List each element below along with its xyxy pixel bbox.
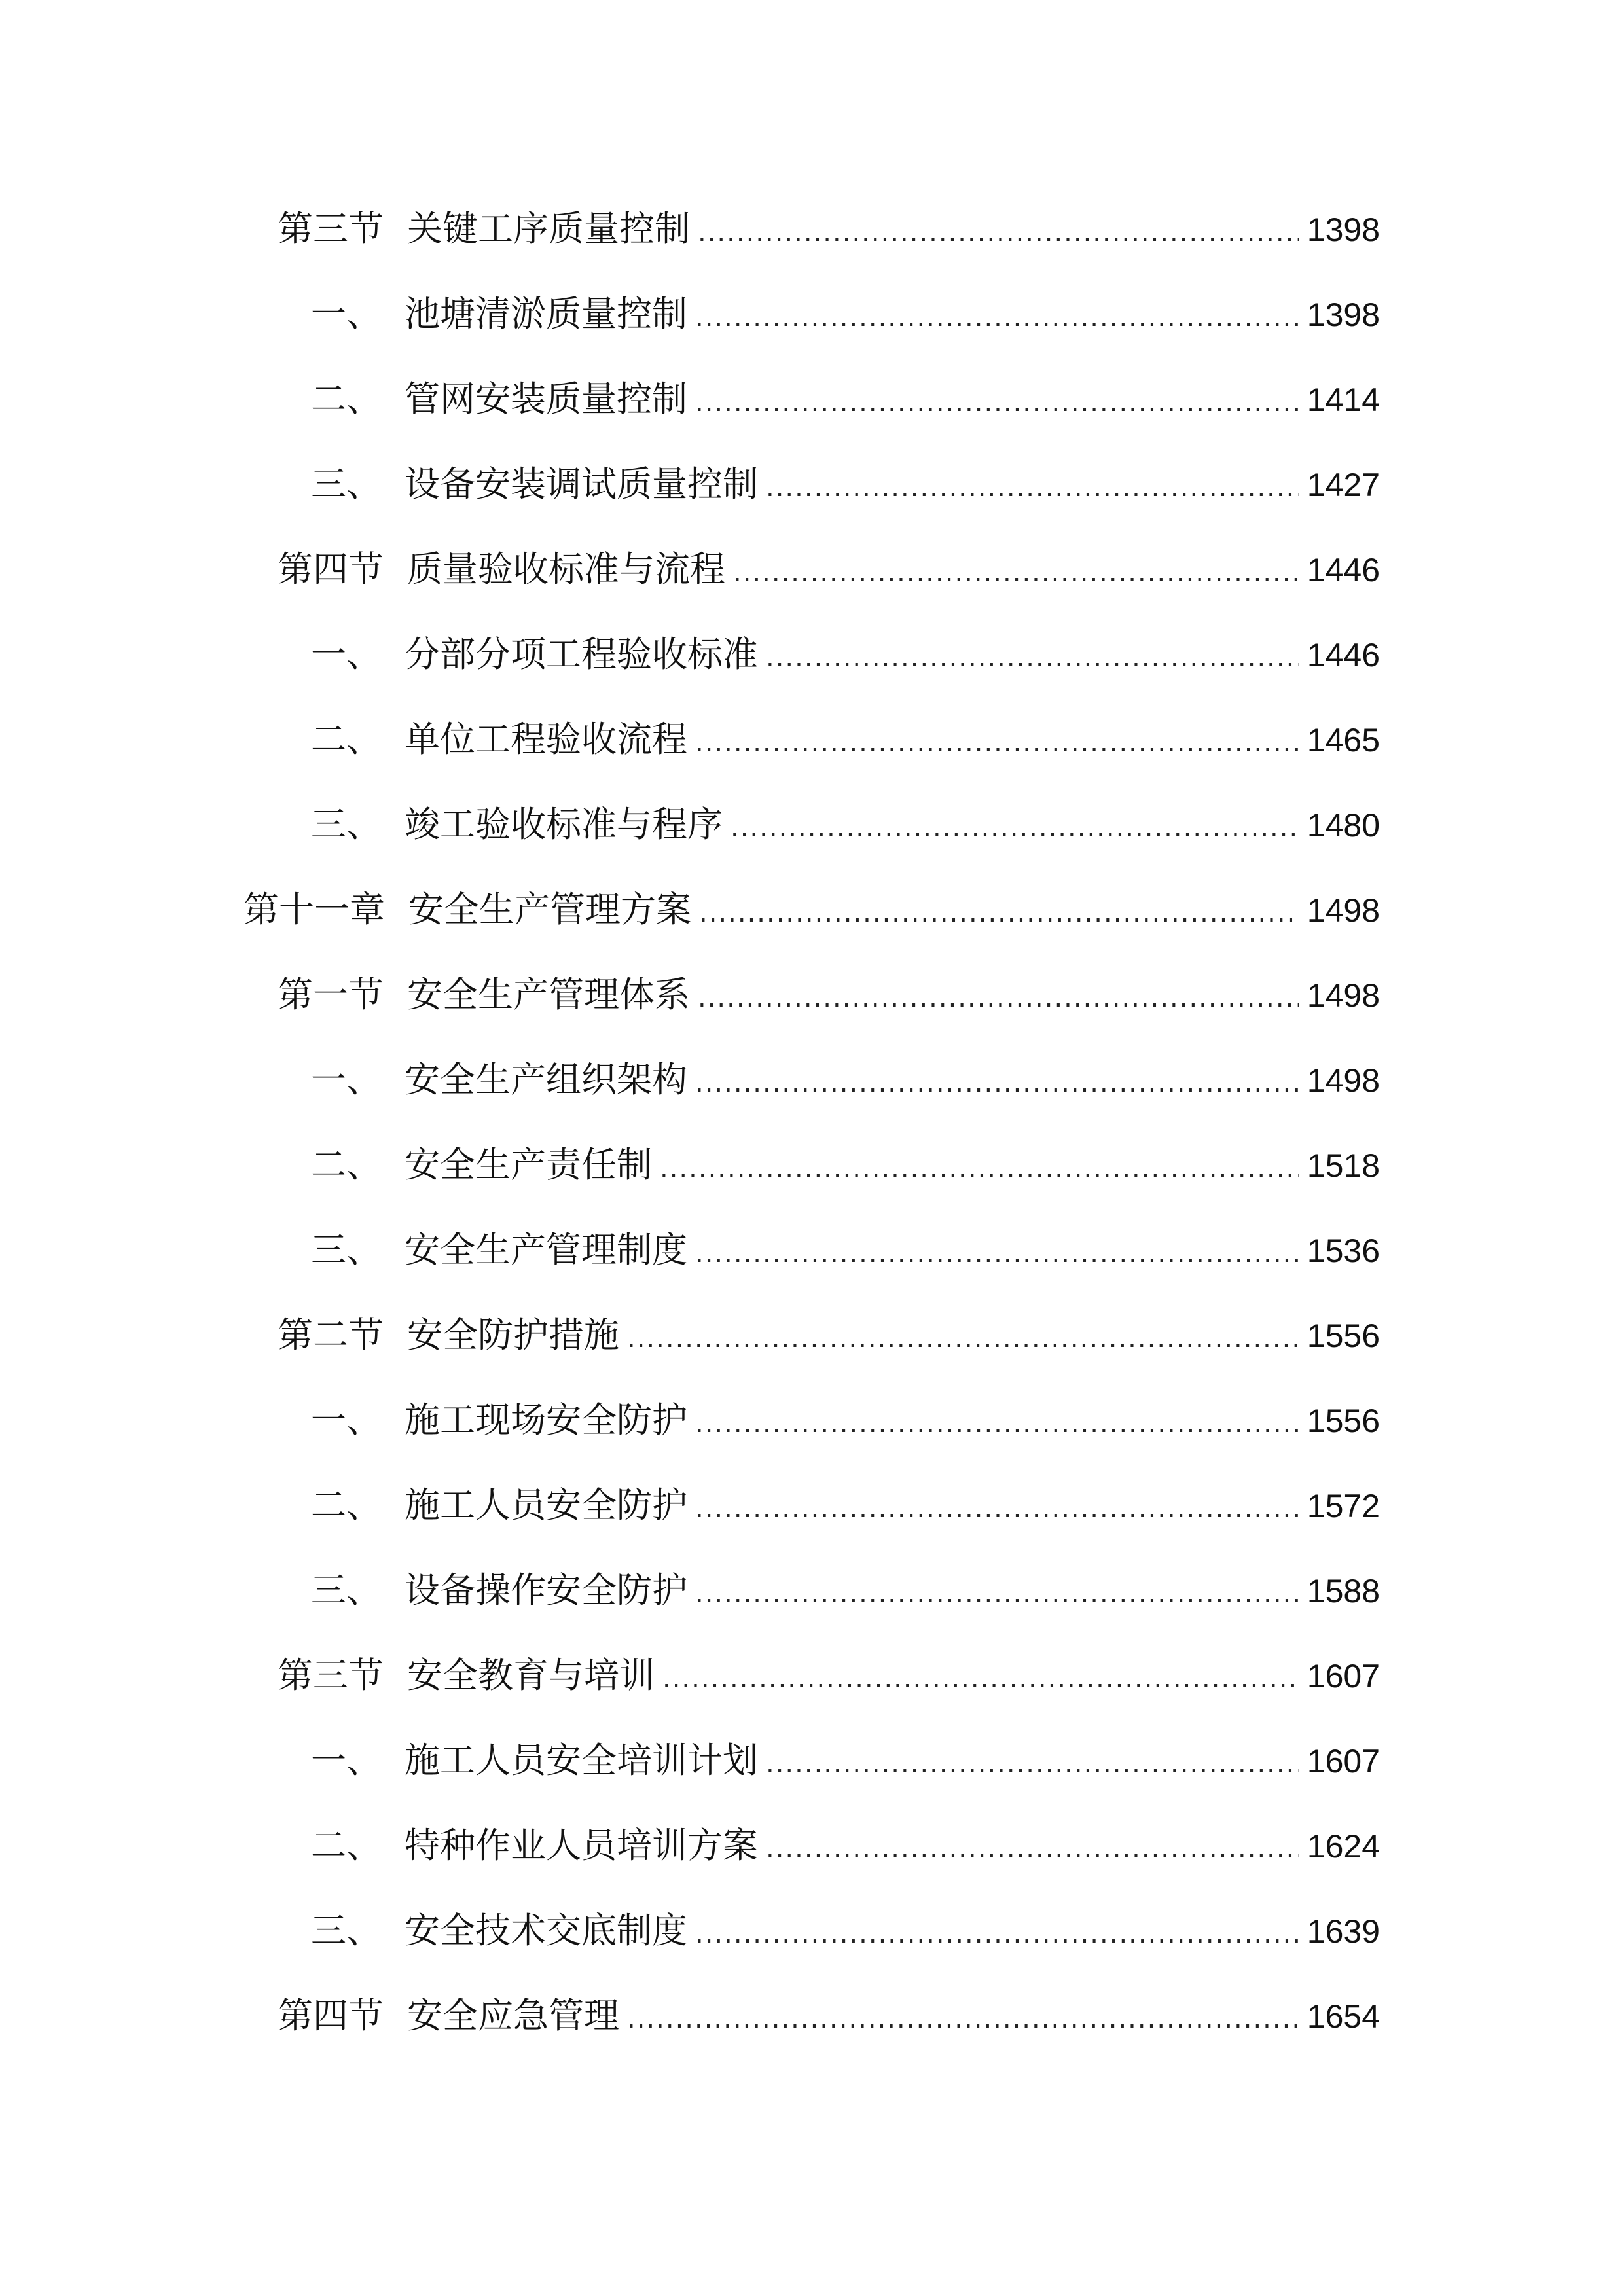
toc-dot-leader — [695, 1561, 1299, 1626]
toc-entry-section[interactable] — [278, 962, 1380, 1028]
toc-entry-title: 安全教育与培训 — [407, 1655, 655, 1696]
toc-entry-item[interactable] — [311, 1388, 1380, 1453]
toc-entry-page-number: 1607 — [1307, 1658, 1380, 1695]
toc-entry-page-number: 1446 — [1307, 552, 1380, 588]
toc-entry-page-number: 1498 — [1307, 892, 1380, 929]
toc-entry-number: 第一节 — [278, 974, 384, 1015]
toc-entry-title: 安全生产责任制 — [405, 1144, 652, 1185]
toc-entry-title: 安全生产管理制度 — [405, 1229, 687, 1270]
toc-entry-number: 第四节 — [278, 1995, 384, 2036]
toc-entry-number: 三、 — [311, 804, 382, 845]
toc-entry-page-number: 1607 — [1307, 1743, 1380, 1780]
toc-dot-leader — [695, 1391, 1299, 1456]
toc-entry-item[interactable] — [311, 367, 1380, 432]
toc-entry-title: 质量验收标准与流程 — [407, 548, 725, 590]
toc-entry-page-number: 1480 — [1307, 807, 1380, 844]
toc-entry-page-number: 1414 — [1307, 382, 1380, 418]
toc-dot-leader — [695, 285, 1299, 350]
toc-dot-leader — [766, 455, 1299, 520]
toc-entry-page-number: 1536 — [1307, 1232, 1380, 1269]
toc-entry-title: 安全生产组织架构 — [405, 1059, 687, 1100]
toc-entry-page-number: 1498 — [1307, 1062, 1380, 1099]
toc-entry-page-number: 1498 — [1307, 977, 1380, 1014]
toc-entry-page-number: 1639 — [1307, 1913, 1380, 1950]
toc-entry-page-number: 1624 — [1307, 1828, 1380, 1865]
toc-entry-number: 二、 — [311, 1144, 382, 1185]
toc-entry-item[interactable] — [311, 1728, 1380, 1793]
toc-dot-leader — [766, 1731, 1299, 1797]
toc-dot-leader — [660, 1136, 1299, 1201]
toc-entry-number: 第四节 — [278, 548, 384, 590]
toc-entry-page-number: 1398 — [1307, 296, 1380, 333]
toc-entry-item[interactable] — [311, 1898, 1380, 1964]
toc-entry-item[interactable] — [311, 707, 1380, 772]
toc-entry-item[interactable] — [311, 1558, 1380, 1623]
toc-entry-item[interactable] — [311, 1132, 1380, 1198]
toc-entry-title: 关键工序质量控制 — [407, 208, 690, 249]
toc-entry-item[interactable] — [311, 452, 1380, 517]
toc-entry-number: 二、 — [311, 1825, 382, 1866]
toc-entry-number: 三、 — [311, 1229, 382, 1270]
toc-entry-chapter[interactable] — [244, 877, 1380, 942]
toc-dot-leader — [766, 625, 1299, 691]
toc-entry-title: 设备安装调试质量控制 — [405, 463, 758, 505]
toc-entry-page-number: 1398 — [1307, 211, 1380, 248]
toc-entry-title: 管网安装质量控制 — [405, 378, 687, 420]
toc-entry-title: 安全应急管理 — [407, 1995, 619, 2036]
toc-dot-leader — [627, 1306, 1299, 1371]
toc-entry-page-number: 1518 — [1307, 1147, 1380, 1184]
toc-dot-leader — [695, 1901, 1299, 1967]
toc-entry-title: 单位工程验收流程 — [405, 719, 687, 760]
toc-dot-leader — [695, 710, 1299, 776]
toc-entry-number: 二、 — [311, 378, 382, 420]
toc-entry-title: 竣工验收标准与程序 — [405, 804, 723, 845]
toc-entry-item[interactable] — [311, 792, 1380, 857]
toc-entry-number: 一、 — [311, 1059, 382, 1100]
toc-entry-number: 一、 — [311, 1399, 382, 1441]
toc-entry-number: 第十一章 — [244, 889, 385, 930]
toc-entry-page-number: 1446 — [1307, 637, 1380, 673]
toc-entry-number: 三、 — [311, 463, 382, 505]
toc-dot-leader — [698, 200, 1299, 265]
toc-entry-page-number: 1427 — [1307, 467, 1380, 503]
toc-entry-number: 一、 — [311, 293, 382, 334]
toc-entry-page-number: 1556 — [1307, 1318, 1380, 1354]
toc-entry-item[interactable] — [311, 622, 1380, 687]
toc-dot-leader — [627, 1986, 1299, 2052]
toc-dot-leader — [695, 1476, 1299, 1541]
toc-entry-title: 施工现场安全防护 — [405, 1399, 687, 1441]
toc-entry-number: 二、 — [311, 719, 382, 760]
toc-entry-title: 安全技术交底制度 — [405, 1910, 687, 1951]
toc-entry-item[interactable] — [311, 1813, 1380, 1878]
toc-entry-item[interactable] — [311, 281, 1380, 347]
toc-dot-leader — [662, 1646, 1299, 1712]
toc-entry-section[interactable] — [278, 1983, 1380, 2049]
toc-entry-number: 第三节 — [278, 1655, 384, 1696]
toc-entry-title: 安全生产管理方案 — [408, 889, 691, 930]
toc-entry-title: 特种作业人员培训方案 — [405, 1825, 758, 1866]
toc-entry-section[interactable] — [278, 537, 1380, 602]
toc-entry-item[interactable] — [311, 1047, 1380, 1113]
toc-dot-leader — [699, 880, 1299, 946]
toc-entry-title: 施工人员安全培训计划 — [405, 1740, 758, 1781]
toc-entry-page-number: 1556 — [1307, 1403, 1380, 1439]
toc-entry-section[interactable] — [278, 1643, 1380, 1708]
toc-entry-page-number: 1465 — [1307, 722, 1380, 759]
toc-entry-item[interactable] — [311, 1217, 1380, 1283]
toc-entry-number: 一、 — [311, 1740, 382, 1781]
toc-entry-item[interactable] — [311, 1473, 1380, 1538]
toc-entry-page-number: 1588 — [1307, 1573, 1380, 1609]
toc-dot-leader — [733, 540, 1299, 605]
toc-dot-leader — [695, 1221, 1299, 1286]
toc-entry-title: 分部分项工程验收标准 — [405, 634, 758, 675]
toc-entry-title: 池塘清淤质量控制 — [405, 293, 687, 334]
toc-entry-page-number: 1654 — [1307, 1998, 1380, 2035]
toc-entry-title: 施工人员安全防护 — [405, 1484, 687, 1526]
toc-entry-number: 三、 — [311, 1570, 382, 1611]
toc-entry-title: 安全生产管理体系 — [407, 974, 690, 1015]
toc-dot-leader — [695, 370, 1299, 435]
toc-entry-section[interactable] — [278, 196, 1380, 262]
toc-entry-number: 第二节 — [278, 1314, 384, 1355]
toc-entry-number: 一、 — [311, 634, 382, 675]
toc-entry-title: 安全防护措施 — [407, 1314, 619, 1355]
toc-dot-leader — [731, 795, 1299, 861]
toc-dot-leader — [698, 965, 1299, 1031]
toc-entry-number: 三、 — [311, 1910, 382, 1951]
toc-entry-number: 二、 — [311, 1484, 382, 1526]
toc-entry-title: 设备操作安全防护 — [405, 1570, 687, 1611]
toc-dot-leader — [695, 1050, 1299, 1116]
toc-dot-leader — [766, 1816, 1299, 1882]
toc-entry-page-number: 1572 — [1307, 1488, 1380, 1524]
toc-entry-number: 第三节 — [278, 208, 384, 249]
toc-entry-section[interactable] — [278, 1302, 1380, 1368]
